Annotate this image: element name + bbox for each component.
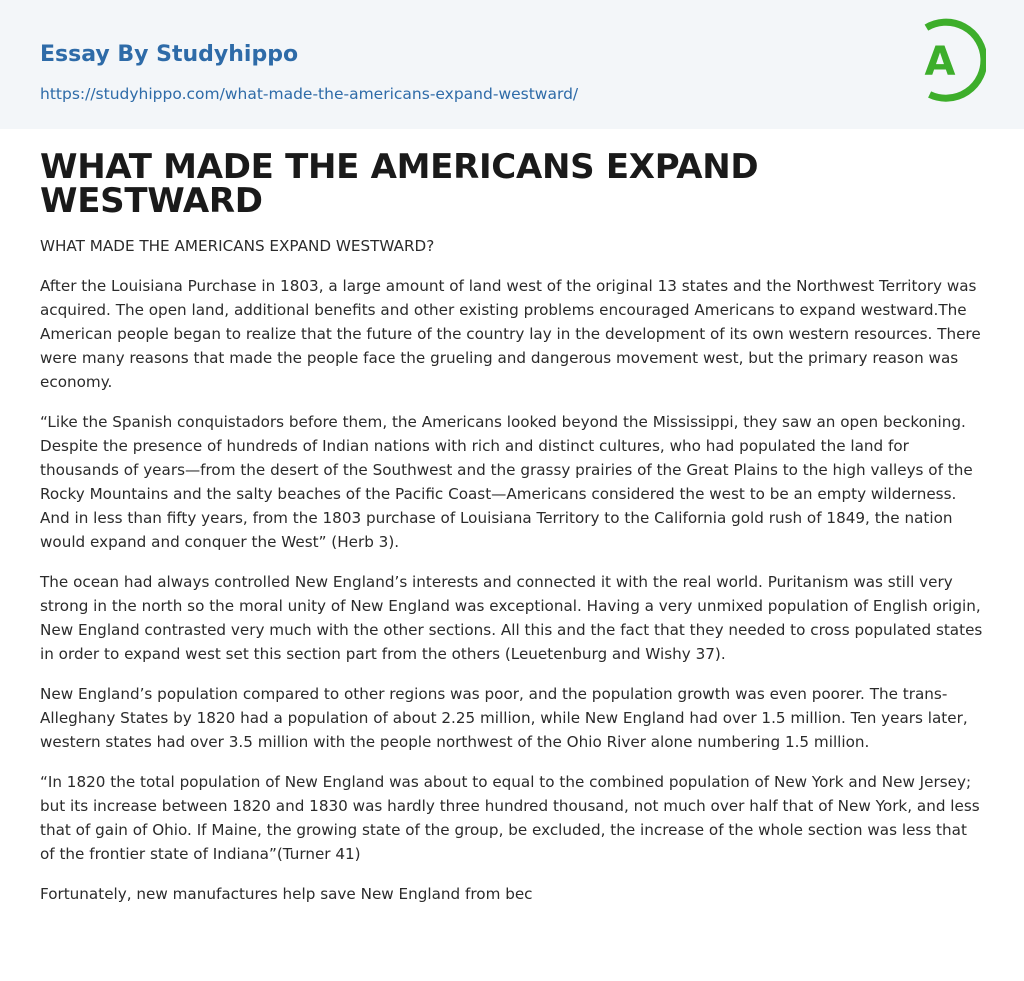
paragraph-truncated: Fortunately, new manufactures help save New England from bec: [40, 885, 533, 903]
essay-url-link[interactable]: https://studyhippo.com/what-made-the-americans-expand-westward/: [40, 85, 579, 103]
paragraph: New England’s population compared to other regions was poor, and the population growth was even poorer. The trans-Alleghany States by 1820 had a population of about 2.25 million, while New England had over 1.5 million. Ten years later, western states had over 3.5 million with the people northwest of the Ohio River alone numbering 1.5 million.: [40, 685, 968, 751]
paragraph: After the Louisiana Purchase in 1803, a large amount of land west of the original 13 states and the Northwest Territory was acquired. The open land, additional benefits and other existing problems encouraged Americans to expand westward.The American people began to realize that the future of the country lay in the development of its own western resources. There were many reasons that made the people face the grueling and dangerous movement west, but the primary reason was economy.: [40, 277, 981, 391]
site-header: [0, 0, 1024, 129]
logo-icon: [912, 18, 986, 106]
article: [40, 147, 985, 906]
brand-title: Essay By Studyhippo: [40, 42, 299, 67]
page-title: WHAT MADE THE AMERICANS EXPAND WESTWARD: [40, 147, 759, 221]
article-subtitle: WHAT MADE THE AMERICANS EXPAND WESTWARD?: [40, 237, 435, 255]
logo-letter: A: [924, 39, 956, 85]
paragraph: “In 1820 the total population of New England was about to equal to the combined population of New York and New Jersey; but its increase between 1820 and 1830 was hardly three hundred thousand, not much over half that of New York, and less that of gain of Ohio. If Maine, the growing state of the group, be excluded, the increase of the whole section was less that of the frontier state of Indiana”(Turner 41): [40, 773, 980, 863]
paragraph: “Like the Spanish conquistadors before them, the Americans looked beyond the Mississippi, they saw an open beckoning. Despite the presence of hundreds of Indian nations with rich and distinct cultures, who had populated the land for thousands of years—from the desert of the Southwest and the grassy prairies of the Great Plains to the high valleys of the Rocky Mountains and the salty beaches of the Pacific Coast—Americans considered the west to be an empty wilderness. And in less than fifty years, from the 1803 purchase of Louisiana Territory to the California gold rush of 1849, the nation would expand and conquer the West” (Herb 3).: [40, 413, 973, 551]
paragraph: The ocean had always controlled New England’s interests and connected it with the real world. Puritanism was still very strong in the north so the moral unity of New England was exceptional. Having a very unmixed population of English origin, New England contrasted very much with the other sections. All this and the fact that they needed to cross populated states in order to expand west set this section part from the others (Leuetenburg and Wishy 37).: [40, 573, 983, 663]
